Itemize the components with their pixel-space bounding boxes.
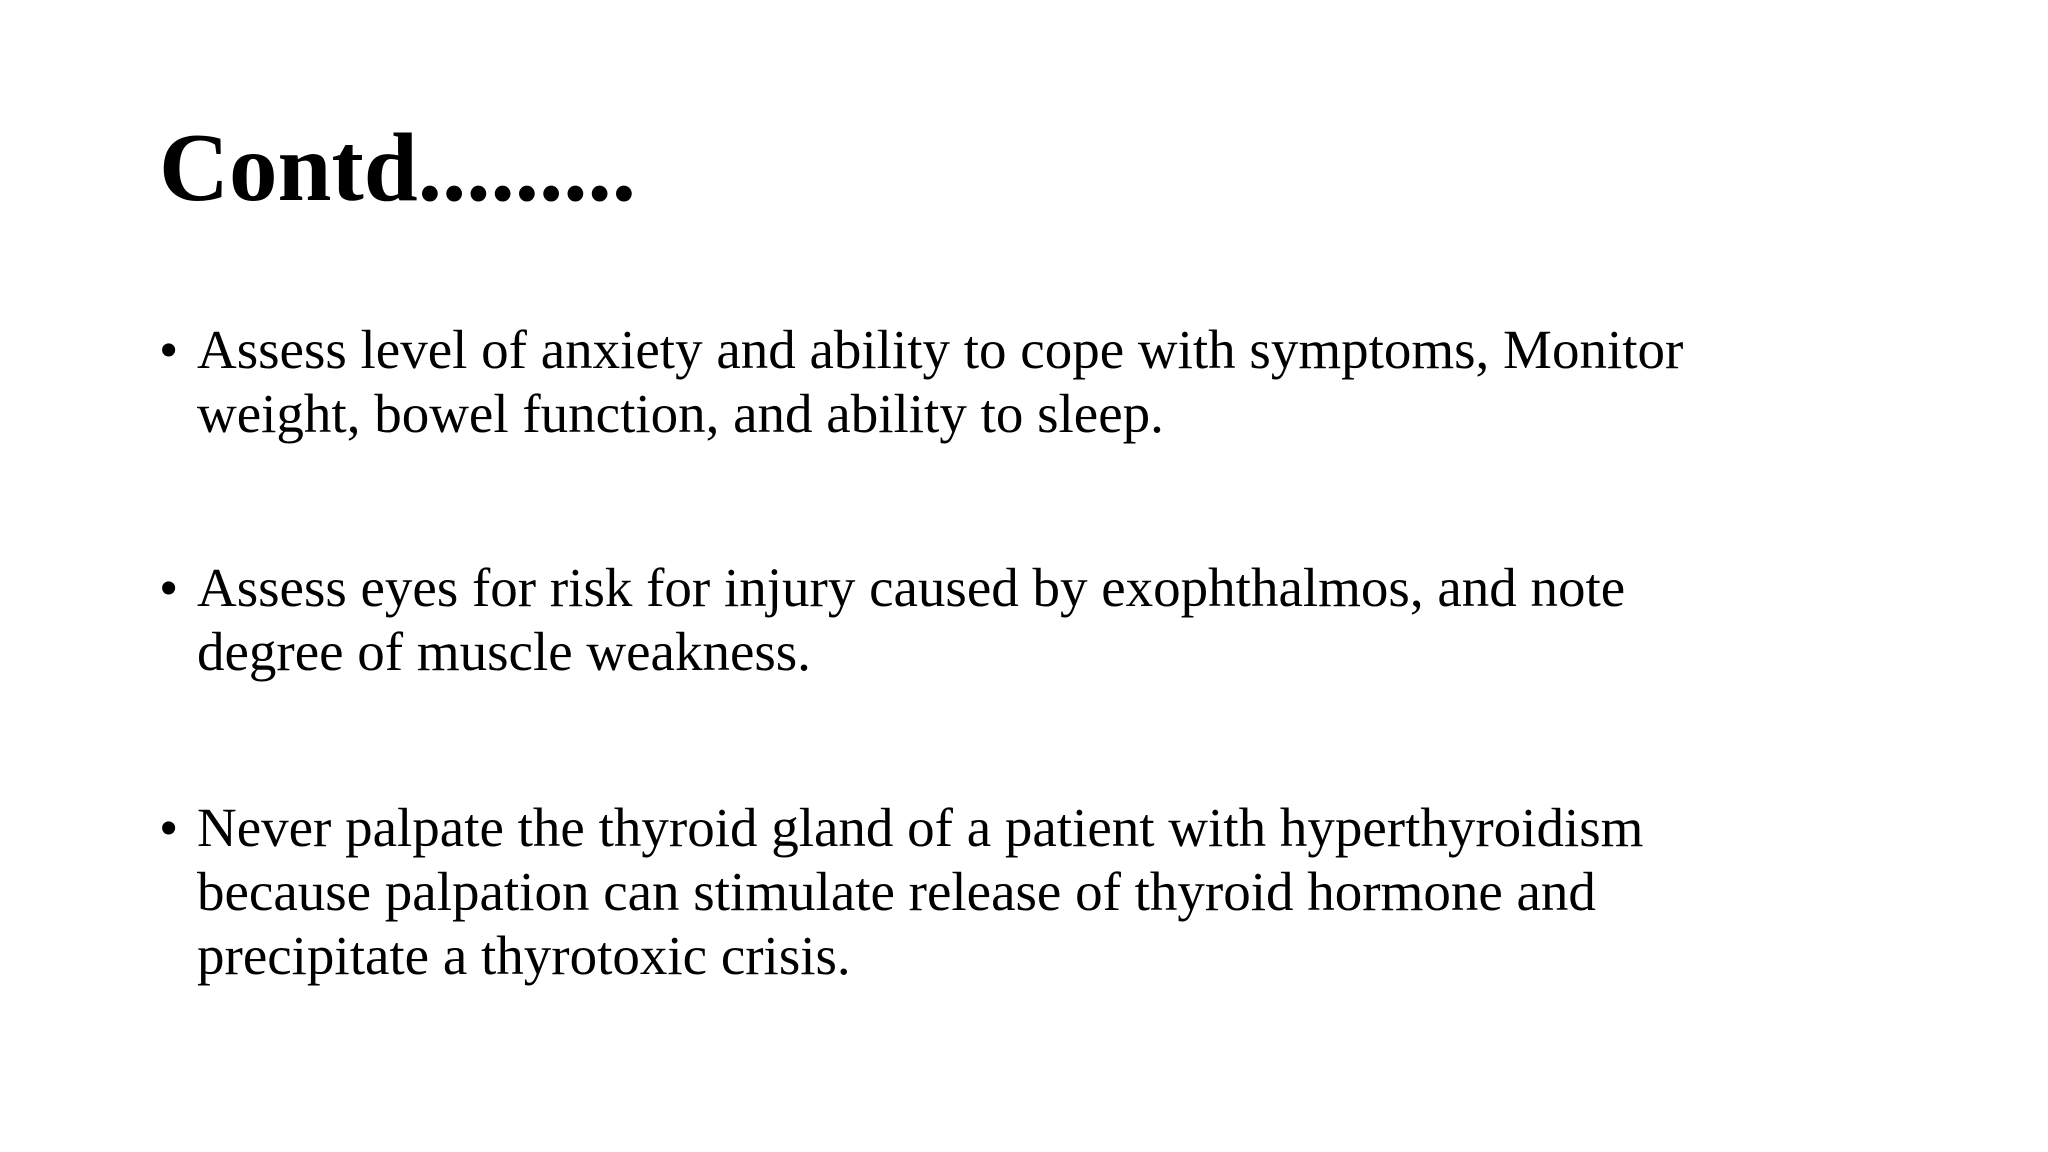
bullet-text [197,318,1919,446]
bullet-text-line: degree of muscle weakness. [197,621,811,682]
bullet-text-line: Assess eyes for risk for injury caused by exophthalmos, and note [197,557,1626,618]
bullet-item-thyroid-palpation-warning [159,796,1919,988]
slide-title: Contd......... [159,114,636,221]
bullet-text-line: because palpation can stimulate release of thyroid hormone and [197,861,1596,922]
bullet-dot-icon: • [159,319,179,380]
bullet-text-line: precipitate a thyrotoxic crisis. [197,925,851,986]
bullet-text-line: Never palpate the thyroid gland of a patient with hyperthyroidism [197,797,1644,858]
bullet-text [197,796,1919,988]
bullet-dot-icon: • [159,557,179,618]
bullet-item-anxiety-assessment [159,318,1919,446]
bullet-dot-icon: • [159,797,179,858]
bullet-text [197,556,1919,684]
bullet-text-line: weight, bowel function, and ability to sleep. [197,383,1164,444]
bullet-item-eye-assessment [159,556,1919,684]
bullet-text-line: Assess level of anxiety and ability to cope with symptoms, Monitor [197,319,1684,380]
